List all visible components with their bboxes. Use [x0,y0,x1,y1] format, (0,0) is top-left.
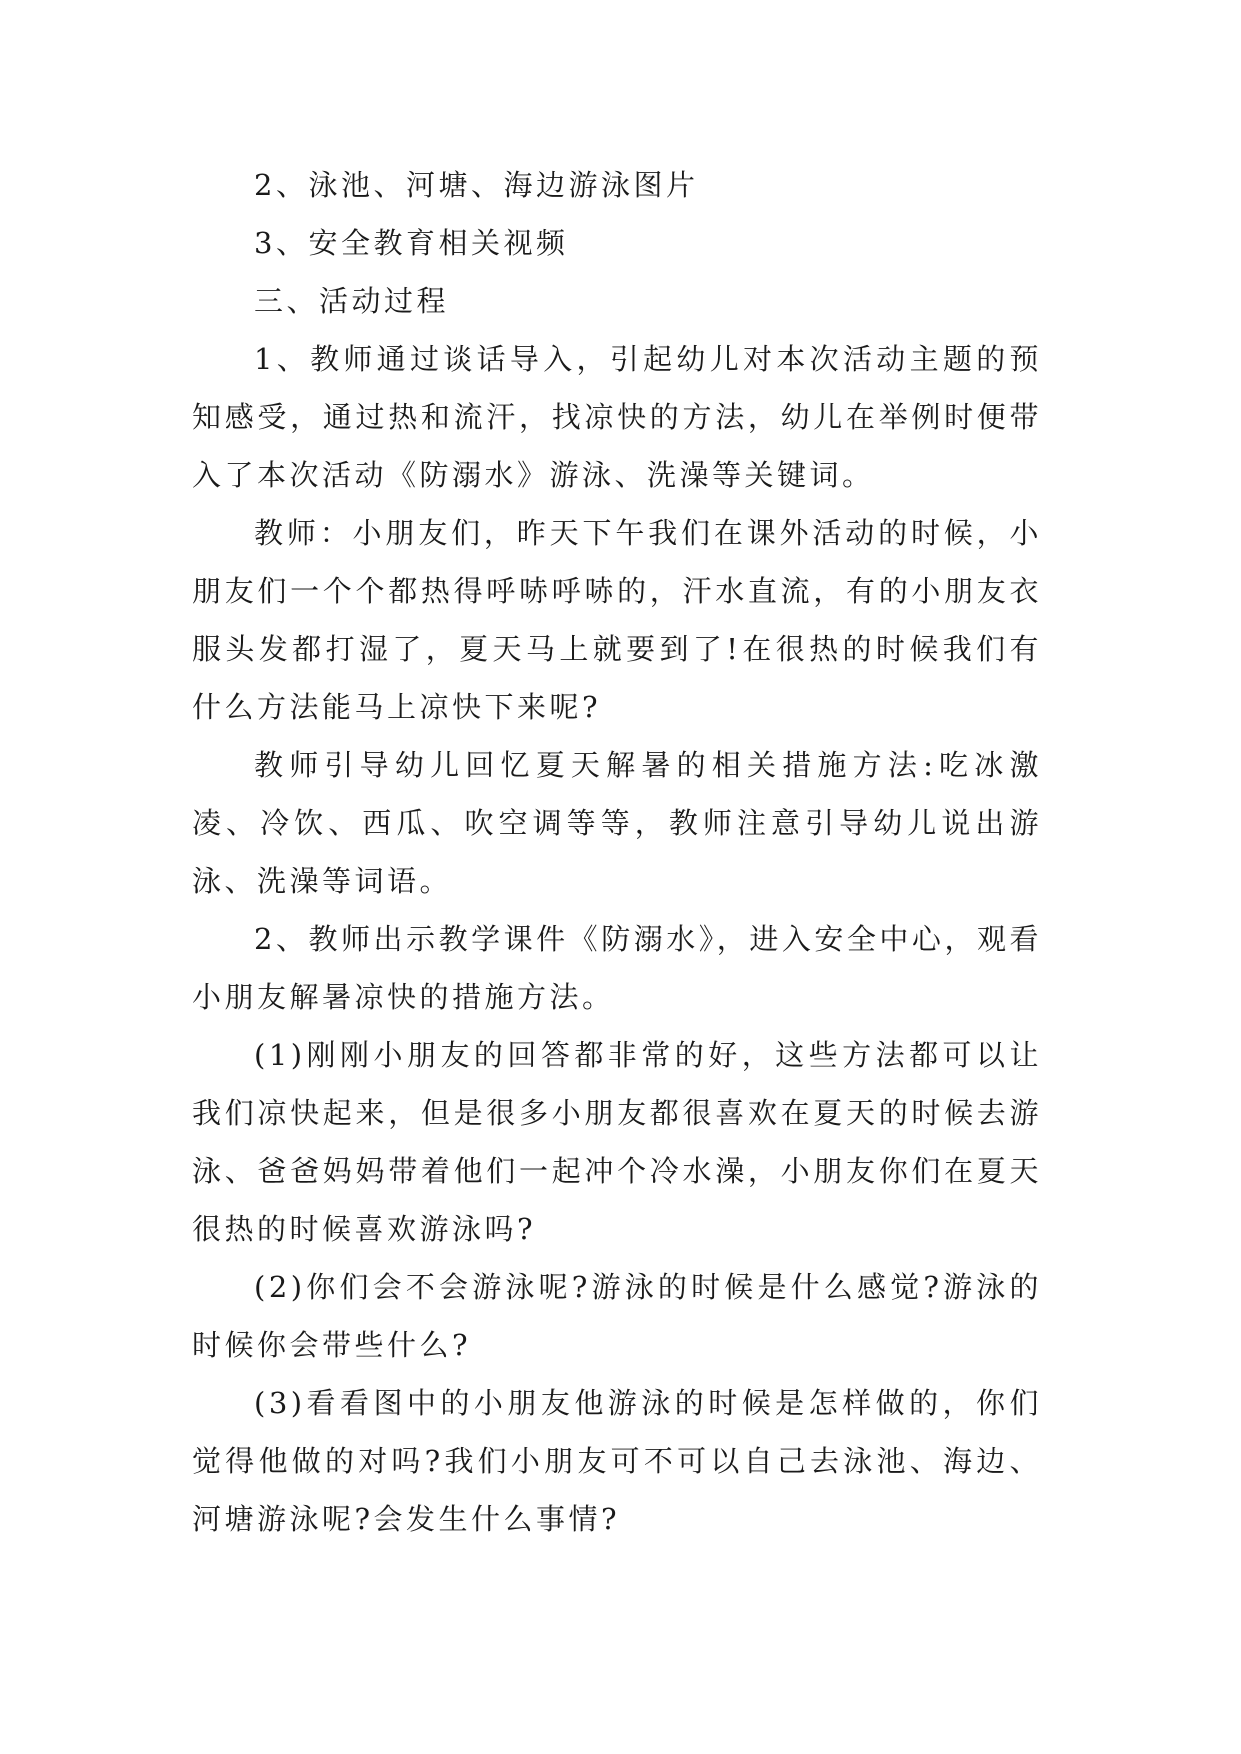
paragraph-question-2: (2)你们会不会游泳呢?游泳的时候是什么感觉?游泳的时候你会带些什么? [192,1270,1042,1362]
paragraph-teacher-dialogue: 教师：小朋友们，昨天下午我们在课外活动的时候，小朋友们一个个都热得呼哧呼哧的，汗水直流，有的小朋友衣服头发都打湿了，夏天马上就要到了!在很热的时候我们有什么方法能马上凉快下来呢? [192,516,1042,724]
paragraph-question-1: (1)刚刚小朋友的回答都非常的好，这些方法都可以让我们凉快起来，但是很多小朋友都很喜欢在夏天的时候去游泳、爸爸妈妈带着他们一起冲个冷水澡，小朋友你们在夏天很热的时候喜欢游泳吗? [192,1038,1042,1246]
paragraph-materials-item-3: 3、安全教育相关视频 [254,226,569,260]
section-heading-activity-process: 三、活动过程 [254,284,450,318]
paragraph-step-1: 1、教师通过谈话导入，引起幼儿对本次活动主题的预知感受，通过热和流汗，找凉快的方法，幼儿在举例时便带入了本次活动《防溺水》游泳、洗澡等关键词。 [192,342,1042,492]
paragraph-question-3: (3)看看图中的小朋友他游泳的时候是怎样做的，你们觉得他做的对吗?我们小朋友可不可以自己去泳池、海边、河塘游泳呢?会发生什么事情? [192,1386,1042,1536]
document-body [192,156,1042,1548]
paragraph-step-2: 2、教师出示教学课件《防溺水》，进入安全中心，观看小朋友解暑凉快的措施方法。 [192,922,1042,1014]
paragraph-teacher-guidance: 教师引导幼儿回忆夏天解暑的相关措施方法:吃冰激凌、冷饮、西瓜、吹空调等等，教师注意引导幼儿说出游泳、洗澡等词语。 [192,748,1042,898]
paragraph-materials-item-2: 2、泳池、河塘、海边游泳图片 [254,168,699,202]
